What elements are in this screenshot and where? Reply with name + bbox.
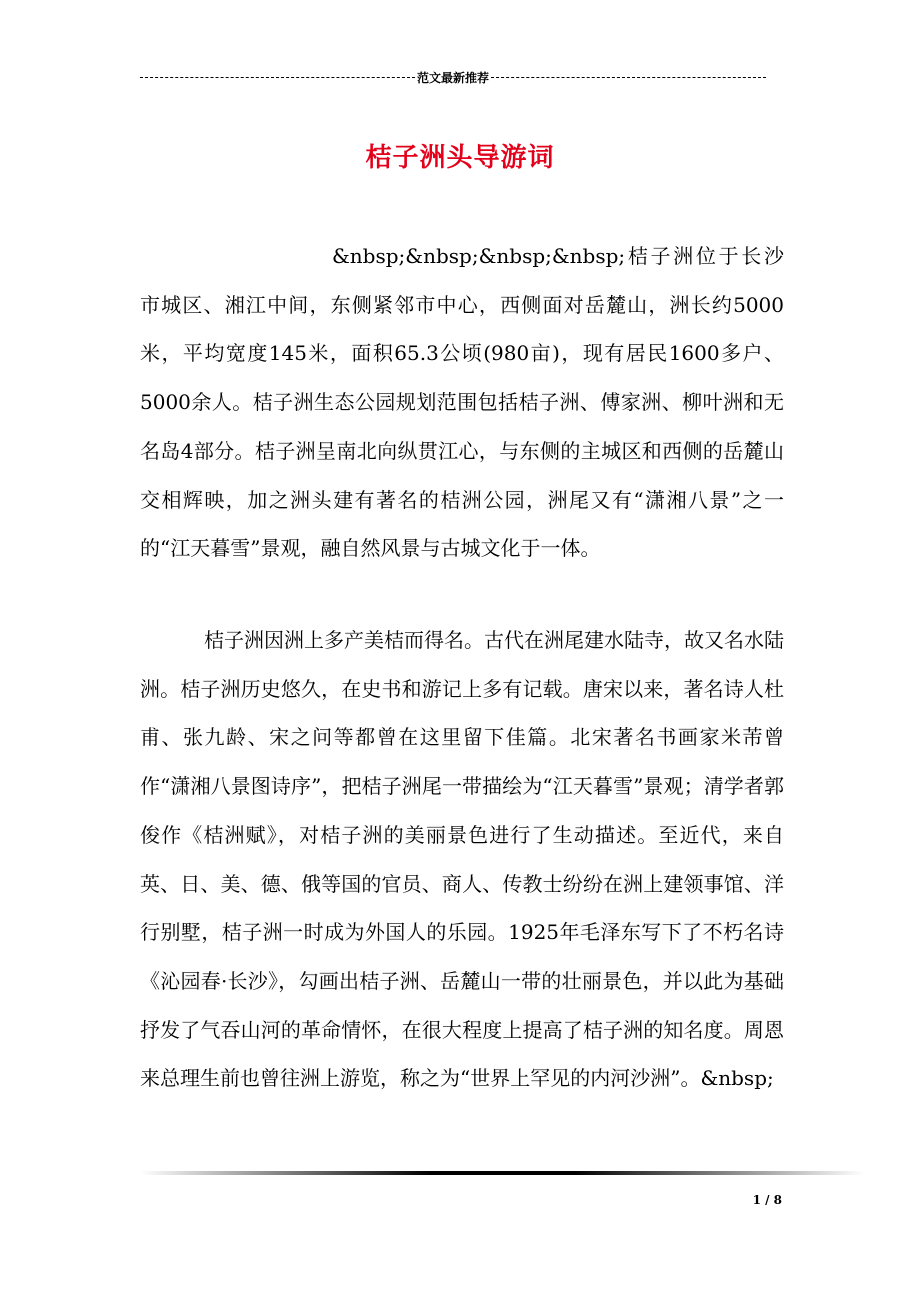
page-number: 1 / 8 — [752, 1193, 782, 1207]
page-header — [140, 68, 766, 86]
header-dash-left — [140, 77, 415, 78]
header-label: 范文最新推荐 — [417, 70, 490, 85]
paragraph-1: &nbsp;&nbsp;&nbsp;&nbsp;桔子洲位于长沙市城区、湘江中间，东侧紧邻市中心，西侧面对岳麓山，洲长约5000米，平均宽度145米，面积65.3公顷(980亩)，现有居民1600多户、5000余人。桔子洲生态公园规划范围包括桔子洲、傅家洲、柳叶洲和无名岛4部分。桔子洲呈南北向纵贯江心，与东侧的主城区和西侧的岳麓山交相辉映，加之洲头建有著名的桔洲公园，洲尾又有“潇湘八景”之一的“江天暮雪”景观，融自然风景与古城文化于一体。 — [140, 244, 784, 561]
footer-rule — [140, 1171, 864, 1175]
document-title: 桔子洲头导游词 — [365, 143, 555, 174]
header-dash-right — [491, 77, 766, 78]
paragraph-2: 桔子洲因洲上多产美桔而得名。古代在洲尾建水陆寺，故又名水陆洲。桔子洲历史悠久，在史书和游记上多有记载。唐宋以来，著名诗人杜甫、张九龄、宋之问等都曾在这里留下佳篇。北宋著名书画家米芾曾作“潇湘八景图诗序”，把桔子洲尾一带描绘为“江天暮雪”景观；清学者郭俊作《桔洲赋》，对桔子洲的美丽景色进行了生动描述。至近代，来自英、日、美、德、俄等国的官员、商人、传教士纷纷在洲上建领事馆、洋行别墅，桔子洲一时成为外国人的乐园。1925年毛泽东写下了不朽名诗《沁园春·长沙》，勾画出桔子洲、岳麓山一带的壮丽景色，并以此为基础抒发了气吞山河的革命情怀，在很大程度上提高了桔子洲的知名度。周恩来总理生前也曾往洲上游览，称之为“世界上罕见的内河沙洲”。&nbsp; — [140, 628, 784, 1091]
